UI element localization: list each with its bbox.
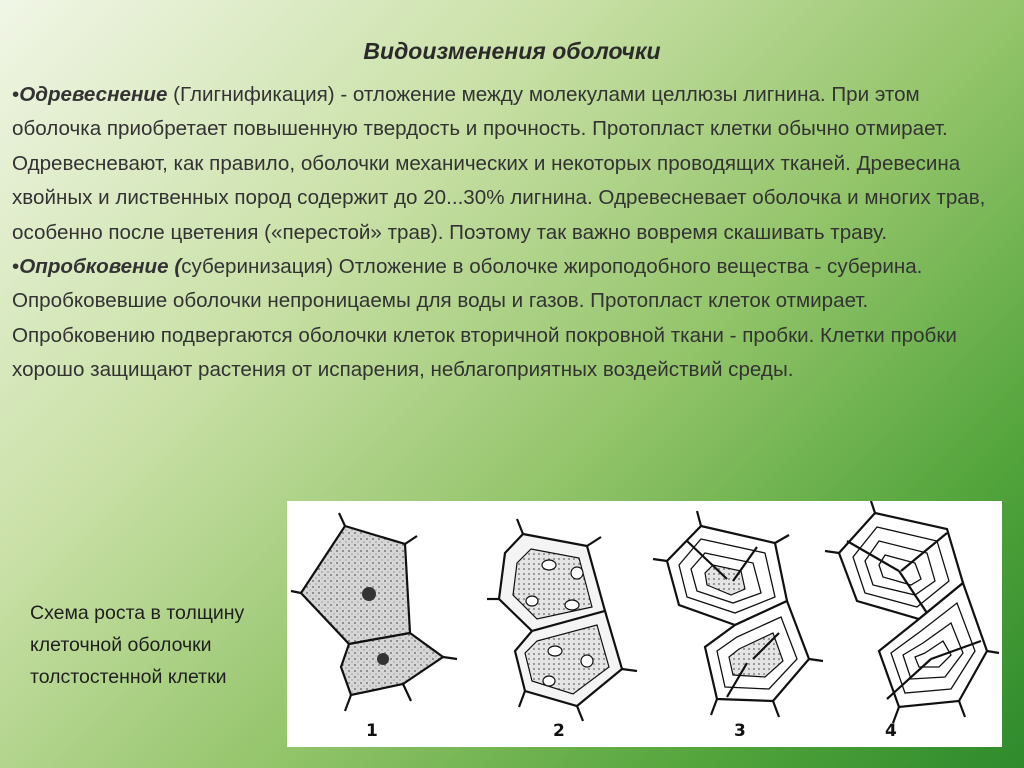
figure-label-2: 2 — [553, 721, 565, 741]
bullet-marker: • — [12, 255, 20, 279]
term-lignification: Одревеснение — [19, 83, 168, 106]
caption-line: клеточной оболочки — [30, 634, 212, 656]
body-text — [12, 78, 1012, 388]
cell-stage-1 — [291, 513, 457, 711]
cell-diagram — [287, 501, 1002, 747]
bullet-text: (Глигнификация) - отложение между молекулами целлюзы лигнина. При этом оболочка приобретает повышенную твердость и прочность. Протопласт клетки обычно отмирает. Одревесневают, как правило, оболочки механических и некоторых проводящих тканей. Древесина хвойных и лиственных пород содержит до 20...30% лигнина. Одревесневает оболочка и многих трав, особенно после цветения («перестой» трав). Поэтому так важно вовремя скашивать траву. — [12, 83, 986, 244]
cell-stage-2 — [487, 519, 637, 721]
cell-stage-4 — [825, 501, 999, 723]
figure-caption — [30, 597, 300, 693]
term-suberization: Опробковение ( — [19, 255, 182, 279]
cell-stage-3 — [653, 511, 823, 717]
bullet-suberization — [12, 250, 1012, 388]
bullet-lignification — [12, 78, 1012, 250]
caption-line: толстостенной клетки — [30, 666, 227, 688]
slide-title: Видоизменения оболочки — [363, 38, 661, 64]
cell-wall-figure — [287, 501, 1002, 747]
figure-label-3: 3 — [734, 721, 746, 741]
bullet-marker: • — [12, 83, 20, 106]
figure-label-1: 1 — [366, 721, 378, 741]
figure-label-4: 4 — [885, 721, 897, 741]
bullet-text: суберинизация) Отложение в оболочке жироподобного вещества - суберина. Опробковевшие оболочки непроницаемы для воды и газов. Протопласт клеток отмирает. Опробковению подвергаются оболочки клеток вторичной покровной ткани - пробки. Клетки пробки хорошо защищают растения от испарения, неблагоприятных воздействий среды. — [12, 255, 957, 382]
caption-line: Схема роста в толщину — [30, 602, 245, 624]
